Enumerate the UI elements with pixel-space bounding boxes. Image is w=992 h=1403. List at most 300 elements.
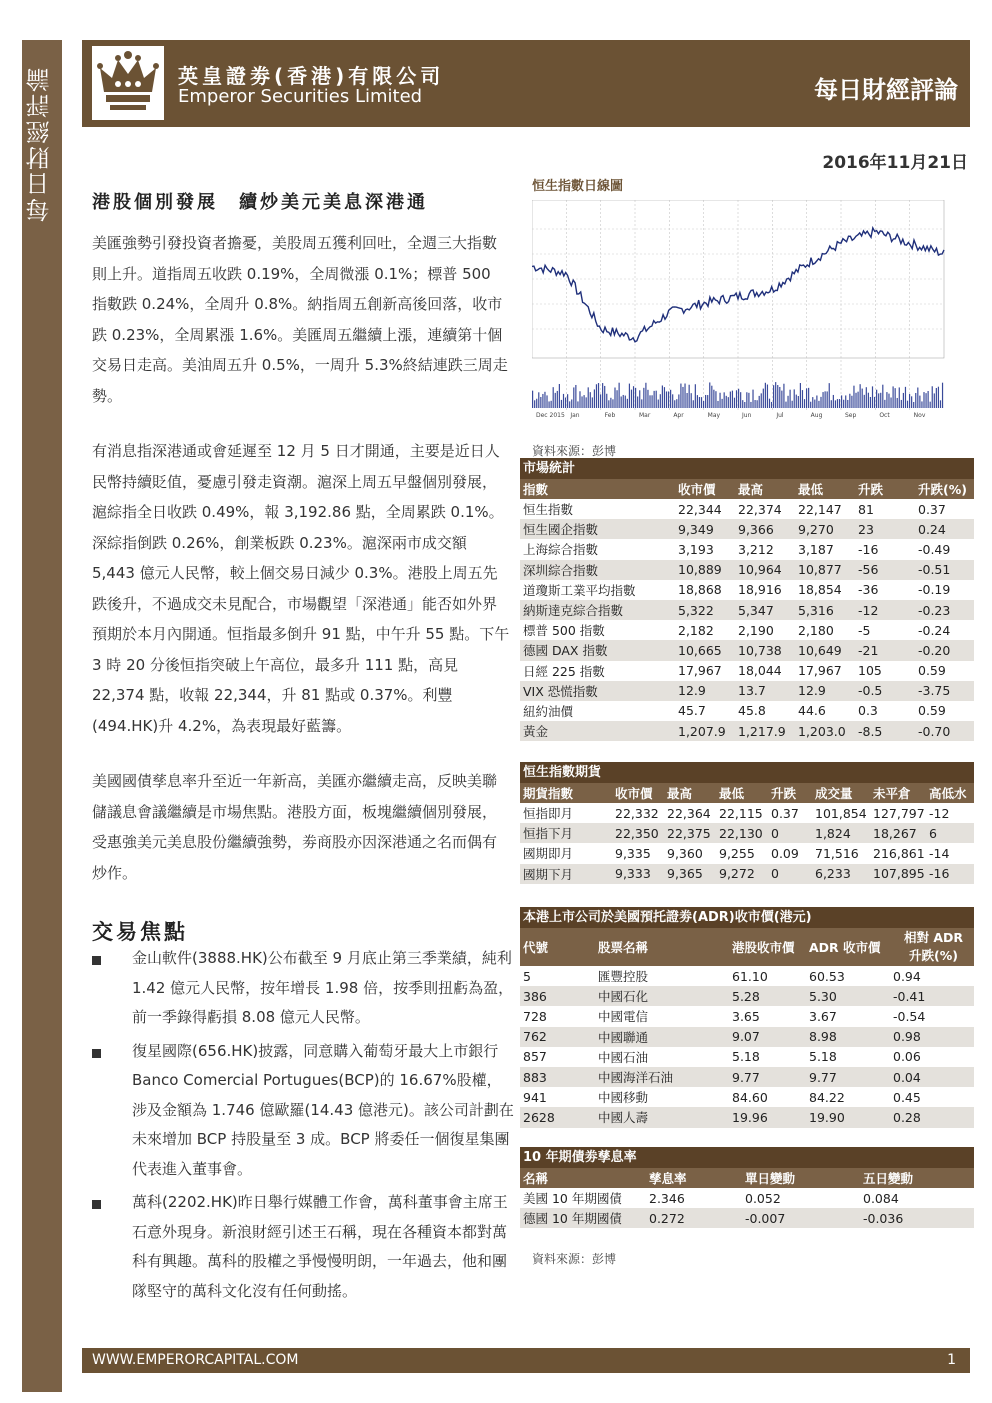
bullet-square-icon [92, 1200, 101, 1209]
hsi-daily-chart [532, 200, 972, 420]
col-header [890, 929, 974, 965]
col-header: 收市價 [678, 482, 716, 497]
table-cell: -56 [858, 562, 879, 578]
table-cell: 0.37 [918, 501, 946, 517]
volume-bar [812, 397, 813, 408]
volume-bar [932, 386, 933, 408]
x-tick-label: Apr [673, 412, 684, 419]
table-cell: 0 [771, 866, 779, 882]
table-cell: -16 [858, 541, 879, 557]
col-header: 名稱 [523, 1171, 549, 1186]
table-row [520, 1027, 974, 1047]
volume-bar [719, 393, 720, 408]
col-header: 股票名稱 [598, 940, 649, 955]
table-cell: 0.3 [858, 703, 878, 719]
table-cell: -0.23 [918, 602, 951, 618]
table-cell: 6 [929, 825, 937, 841]
table-cell: 18,868 [678, 582, 722, 598]
table-cell: 恒生國企指數 [523, 522, 599, 538]
col-header: 升跌 [858, 482, 884, 497]
table-cell: 德國 DAX 指數 [523, 643, 608, 659]
volume-bar [540, 397, 541, 408]
table-cell: -0.41 [893, 988, 926, 1004]
x-tick-label: May [707, 412, 721, 419]
volume-bar [746, 392, 747, 408]
table-cell: -36 [858, 582, 879, 598]
table-cell: 標普 500 指數 [523, 623, 605, 639]
volume-bar [666, 391, 667, 408]
table-cell: 18,916 [738, 582, 782, 598]
table-row [520, 1087, 974, 1107]
table-cell: 0.06 [893, 1049, 921, 1065]
table-cell: 216,861 [873, 845, 925, 861]
table-header [520, 928, 974, 966]
table-cell: 中國移動 [598, 1090, 649, 1106]
table-cell: 127,797 [873, 805, 925, 821]
volume-bar [806, 388, 807, 408]
volume-bar [670, 390, 671, 408]
table-cell: 0 [771, 825, 779, 841]
table-cell: -3.75 [918, 683, 951, 699]
volume-bar [713, 390, 714, 408]
volume-bar [870, 397, 871, 408]
volume-bar [915, 393, 916, 408]
volume-bar [810, 402, 811, 408]
chart-title: 恒生指數日線圖 [532, 179, 624, 194]
table-cell: 10,738 [738, 642, 782, 658]
volume-bar [734, 398, 735, 408]
table-title: 10 年期債劵孳息率 [520, 1147, 974, 1168]
table-cell: 中國石化 [598, 989, 649, 1005]
volume-bar [847, 400, 848, 408]
table-row [520, 580, 974, 600]
table-cell: 18,267 [873, 825, 917, 841]
table-cell: 22,332 [615, 805, 659, 821]
footer-url: WWW.EMPERORCAPITAL.COM [92, 1352, 299, 1368]
volume-bar [584, 395, 585, 408]
volume-bar [647, 390, 648, 408]
volume-bar [769, 399, 770, 408]
volume-bar [610, 398, 611, 408]
table-row [520, 966, 974, 986]
volume-bar [820, 397, 821, 408]
volume-bar [921, 401, 922, 408]
table-row [520, 864, 974, 884]
table-cell: -16 [929, 866, 950, 882]
table-cell: VIX 恐慌指數 [523, 683, 598, 699]
table-cell: 0.24 [918, 521, 946, 537]
table-cell: 國期即月 [523, 846, 574, 862]
table-cell: 60.53 [809, 968, 845, 984]
company-name-cn: 英皇證劵(香港)有限公司 [178, 64, 445, 88]
volume-bar [600, 394, 601, 408]
volume-bar [866, 387, 867, 408]
volume-bar [722, 399, 723, 408]
volume-bar [563, 394, 564, 408]
table-title: 本港上市公司於美國預托證劵(ADR)收市價(港元) [520, 907, 974, 928]
volume-bar [612, 399, 613, 408]
table-cell: 納斯達克綜合指數 [523, 603, 624, 619]
volume-bar [608, 400, 609, 408]
table-cell: 728 [523, 1008, 547, 1024]
volume-bar [777, 385, 778, 408]
table-cell: -0.20 [918, 642, 951, 658]
volume-bar [573, 387, 574, 408]
volume-bar [715, 391, 716, 408]
table-cell: 105 [858, 663, 882, 679]
x-tick-label: Jan [570, 412, 580, 419]
volume-bar [738, 389, 739, 408]
focus-list [92, 944, 514, 1306]
volume-bar [839, 399, 840, 408]
volume-bar [857, 392, 858, 408]
table-cell: 深圳綜合指數 [523, 562, 599, 578]
volume-bar [637, 396, 638, 408]
table-cell: 國期下月 [523, 866, 574, 882]
futures-table [520, 762, 974, 884]
report-title: 每日財經評論 [814, 76, 958, 104]
table-cell: 22,115 [719, 805, 763, 821]
table-cell: 3,212 [738, 541, 774, 557]
volume-bar [619, 383, 620, 408]
volume-bar [691, 393, 692, 408]
table-cell: 17,967 [798, 663, 842, 679]
volume-bar [693, 400, 694, 408]
volume-bar [792, 401, 793, 408]
article-paragraph: 美國國債孳息率升至近一年新高，美匯亦繼續走高，反映美聯儲議息會議繼續是市場焦點。港股方面，板塊繼續個別發展，受惠強美元美息股份繼續強勢，劵商股亦因深港通之名而偶有炒作。 [92, 772, 498, 882]
volume-bar [775, 382, 776, 408]
table-row [520, 1047, 974, 1067]
x-tick-label: Sep [845, 412, 857, 419]
volume-bar [888, 394, 889, 408]
report-date: 2016年11月21日 [822, 153, 968, 173]
table-cell: 恒指下月 [523, 826, 574, 842]
volume-bar [923, 392, 924, 408]
volume-bar [936, 388, 937, 408]
volume-bar [845, 395, 846, 408]
table-cell: 3.67 [809, 1008, 837, 1024]
volume-bar [728, 397, 729, 408]
col-header: 未平倉 [873, 786, 911, 801]
x-tick-label: Oct [879, 412, 890, 419]
table-cell: 德國 10 年期國債 [523, 1211, 622, 1227]
volume-bar [864, 395, 865, 408]
table-cell: 22,374 [738, 501, 782, 517]
table-cell: 22,364 [667, 805, 711, 821]
table-cell: 5,316 [798, 602, 834, 618]
table-row [520, 1006, 974, 1026]
volume-bar [656, 391, 657, 408]
volume-bar [763, 389, 764, 408]
volume-bar [876, 390, 877, 408]
volume-bar [724, 392, 725, 408]
volume-bar [802, 390, 803, 408]
volume-bar [625, 396, 626, 408]
volume-bar [602, 383, 603, 408]
volume-bar [890, 398, 891, 408]
volume-bar [752, 390, 753, 408]
volume-bar [895, 388, 896, 408]
table-cell: -12 [858, 602, 879, 618]
volume-bar [829, 383, 830, 408]
volume-bar [598, 383, 599, 408]
table-cell: 22,147 [798, 501, 842, 517]
table-cell: 1,217.9 [738, 723, 786, 739]
volume-bar [732, 391, 733, 408]
list-item [92, 1037, 514, 1185]
volume-bar [606, 394, 607, 408]
table-cell: 2,182 [678, 622, 714, 638]
table-cell: 1,207.9 [678, 723, 726, 739]
volume-bar [787, 396, 788, 408]
volume-bar [886, 392, 887, 408]
x-tick-label: Jun [742, 412, 752, 419]
source-note: 資料來源：彭博 [532, 444, 617, 458]
volume-bar [621, 396, 622, 408]
table-cell: 5.30 [809, 988, 837, 1004]
volume-bar [538, 392, 539, 408]
volume-bar [532, 391, 533, 408]
col-header-line: 升跌(%) [909, 948, 958, 963]
sidebar-title: 每日財經評論 [26, 66, 54, 222]
table-cell: 中國海洋石油 [598, 1070, 674, 1086]
col-header: 最低 [798, 482, 824, 497]
volume-bar [907, 401, 908, 408]
table-cell: 1,203.0 [798, 723, 846, 739]
volume-bar [773, 385, 774, 408]
table-row [520, 701, 974, 721]
table-cell: 中國石油 [598, 1049, 649, 1065]
table-cell: 23 [858, 521, 874, 537]
volume-bar [781, 391, 782, 408]
bullet-text: 復星國際(656.HK)披露，同意購入葡萄牙最大上市銀行 Banco Comercial Portugues(BCP)的 16.67%股權，涉及金額為 1.746 億歐羅(14.43 億港元)。該公司計劃在未來增加 BCP 持股量至 3 成。BCP 將委任一個復星集團代表進入董事會。 [132, 1041, 514, 1178]
volume-bar [569, 401, 570, 408]
volume-bar [678, 394, 679, 408]
table-cell: 9,349 [678, 521, 714, 537]
table-cell: 44.6 [798, 703, 826, 719]
volume-bar [699, 397, 700, 408]
col-header: 收市價 [615, 786, 653, 801]
volume-bar [882, 385, 883, 408]
article-title: 港股個別發展 續炒美元美息深港通 [92, 192, 428, 213]
volume-bar [750, 402, 751, 408]
volume-bar [577, 401, 578, 408]
volume-bar [614, 388, 615, 408]
table-cell: 22,350 [615, 825, 659, 841]
volume-bar [771, 402, 772, 408]
table-row [520, 499, 974, 519]
volume-bar [604, 386, 605, 408]
table-row [520, 843, 974, 863]
table-cell: 10,649 [798, 642, 842, 658]
volume-bar [689, 385, 690, 408]
volume-bar [682, 387, 683, 408]
table-cell: 883 [523, 1069, 547, 1085]
table-cell: 0.084 [863, 1190, 899, 1206]
table-row [520, 519, 974, 539]
table-row [520, 600, 974, 620]
bullet-square-icon [92, 1049, 101, 1058]
table-cell: 84.60 [732, 1089, 768, 1105]
volume-bar [853, 386, 854, 408]
table-cell: 5.28 [732, 988, 760, 1004]
x-tick-label: Dec 2015 [536, 412, 565, 419]
volume-bar [765, 383, 766, 408]
volume-bar [555, 393, 556, 408]
table-cell: -0.036 [863, 1210, 904, 1226]
table-cell: 22,344 [678, 501, 722, 517]
col-header: 高低水 [929, 786, 967, 801]
table-cell: 0.052 [745, 1190, 781, 1206]
volume-bar [740, 392, 741, 408]
table-cell: 101,854 [815, 805, 867, 821]
col-header: 指數 [523, 482, 549, 497]
volume-bar [633, 386, 634, 408]
table-cell: 22,130 [719, 825, 763, 841]
col-header: 升跌(%) [918, 482, 967, 497]
volume-bar [825, 391, 826, 408]
table-cell: 13.7 [738, 683, 766, 699]
table-cell: 美國 10 年期國債 [523, 1191, 622, 1207]
table-cell: 12.9 [678, 683, 706, 699]
volume-bar [899, 387, 900, 408]
volume-bar [590, 392, 591, 408]
table-title: 市場統計 [520, 458, 974, 479]
table-cell: -0.5 [858, 683, 883, 699]
volume-bar [668, 391, 669, 408]
x-tick-label: Feb [604, 412, 616, 419]
table-cell: -0.19 [918, 582, 951, 598]
volume-bar [761, 393, 762, 408]
volume-bar [814, 400, 815, 408]
table-header [520, 783, 974, 803]
volume-bar [917, 388, 918, 408]
volume-bar [557, 391, 558, 408]
source-note: 資料來源：彭博 [532, 1252, 617, 1266]
table-row [520, 1208, 974, 1228]
volume-bar [730, 392, 731, 408]
volume-bar [855, 393, 856, 408]
volume-bar [794, 389, 795, 408]
volume-bar [940, 400, 941, 408]
table-cell: 22,375 [667, 825, 711, 841]
table-cell: 9.77 [732, 1069, 760, 1085]
volume-bar [880, 393, 881, 408]
table-cell: -0.54 [893, 1008, 926, 1024]
volume-bar [742, 400, 743, 408]
table-cell: 0.98 [893, 1029, 921, 1045]
company-name-en: Emperor Securities Limited [178, 86, 423, 107]
table-cell: 857 [523, 1049, 547, 1065]
volume-bar [897, 398, 898, 408]
volume-bar [592, 397, 593, 408]
table-cell: 道瓊斯工業平均指數 [523, 582, 636, 598]
volume-bar [623, 395, 624, 408]
volume-bar [913, 402, 914, 408]
article-paragraph: 有消息指深港通或會延遲至 12 月 5 日才開通，主要是近日人民幣持續貶值，憂慮引發走資潮。滬深上周五早盤個別發展，滬綜指全日收跌 0.49%，報 3,192.86 點，全周累跌 0.1%。深綜指倒跌 0.26%，創業板跌 0.23%。滬深兩市成交額 5,443 億元人民幣，較上個交易日減少 0.3%。港股上周五先跌後升，不過成交未見配合，市場觀望「深港通」能否如外界預期於本月內開通。恒指最多倒升 91 點，中午升 55 點。下午 3 時 20 分後恒指突破上午高位，最多升 111 點，高見 22,374 點，收報 22,344，升 81 點或 0.37%。利豐(494.HK)升 4.2%，為表現最好藍籌。 [92, 442, 510, 735]
volume-bar [674, 400, 675, 408]
list-item [92, 1188, 514, 1306]
volume-bar [804, 399, 805, 408]
volume-bar [701, 397, 702, 408]
table-cell: 9.07 [732, 1029, 760, 1045]
table-cell: -14 [929, 845, 950, 861]
volume-bar [843, 400, 844, 408]
volume-bar [748, 393, 749, 408]
table-cell: 3,187 [798, 541, 834, 557]
col-header: 期貨指數 [523, 786, 574, 801]
volume-bar [901, 400, 902, 408]
focus-title: 交易焦點 [92, 920, 188, 944]
table-cell: 中國電信 [598, 1009, 649, 1025]
volume-bar [911, 396, 912, 408]
volume-bar [658, 400, 659, 408]
volume-bar [697, 395, 698, 408]
volume-bar [790, 390, 791, 408]
col-header: 升跌 [771, 786, 797, 801]
table-row [520, 823, 974, 843]
adr-table [520, 907, 974, 1128]
volume-bar [767, 385, 768, 408]
volume-bar [925, 393, 926, 408]
table-cell: 2,180 [798, 622, 834, 638]
volume-bar [616, 390, 617, 408]
volume-bar [594, 389, 595, 408]
table-cell: 中國聯通 [598, 1029, 649, 1045]
table-cell: 恒指即月 [523, 806, 574, 822]
volume-bar [785, 402, 786, 408]
volume-bar [703, 401, 704, 408]
volume-bar [684, 384, 685, 408]
volume-bar [860, 384, 861, 408]
col-header: 孳息率 [649, 1171, 687, 1186]
volume-bar [744, 402, 745, 408]
table-cell: 匯豐控股 [598, 969, 649, 985]
volume-bar [544, 392, 545, 408]
table-cell: 9,335 [615, 845, 651, 861]
table-cell: 中國人壽 [598, 1110, 649, 1126]
table-cell: 9.77 [809, 1069, 837, 1085]
volume-bar [629, 384, 630, 408]
table-cell: 9,366 [738, 521, 774, 537]
col-header: 最低 [719, 786, 745, 801]
table-cell: -0.007 [745, 1210, 786, 1226]
volume-bar [631, 390, 632, 408]
volume-bar [872, 386, 873, 408]
volume-bar [645, 383, 646, 408]
table-row [520, 620, 974, 640]
volume-bar [635, 388, 636, 408]
table-row [520, 721, 974, 741]
x-tick-label: Nov [913, 412, 926, 419]
table-cell: 9,255 [719, 845, 755, 861]
volume-bar [627, 399, 628, 408]
table-row [520, 1188, 974, 1208]
col-header: 港股收市價 [732, 940, 795, 955]
volume-bar [759, 396, 760, 408]
table-cell: 18,854 [798, 582, 842, 598]
volume-bar [680, 384, 681, 408]
table-cell: 9,365 [667, 866, 703, 882]
table-cell: 9,360 [667, 845, 703, 861]
col-header: 最高 [667, 786, 693, 801]
table-row [520, 539, 974, 559]
table-cell: 0.37 [771, 805, 799, 821]
table-header [520, 479, 974, 499]
volume-bar [841, 395, 842, 408]
table-cell: 941 [523, 1089, 547, 1105]
table-cell: -0.24 [918, 622, 951, 638]
